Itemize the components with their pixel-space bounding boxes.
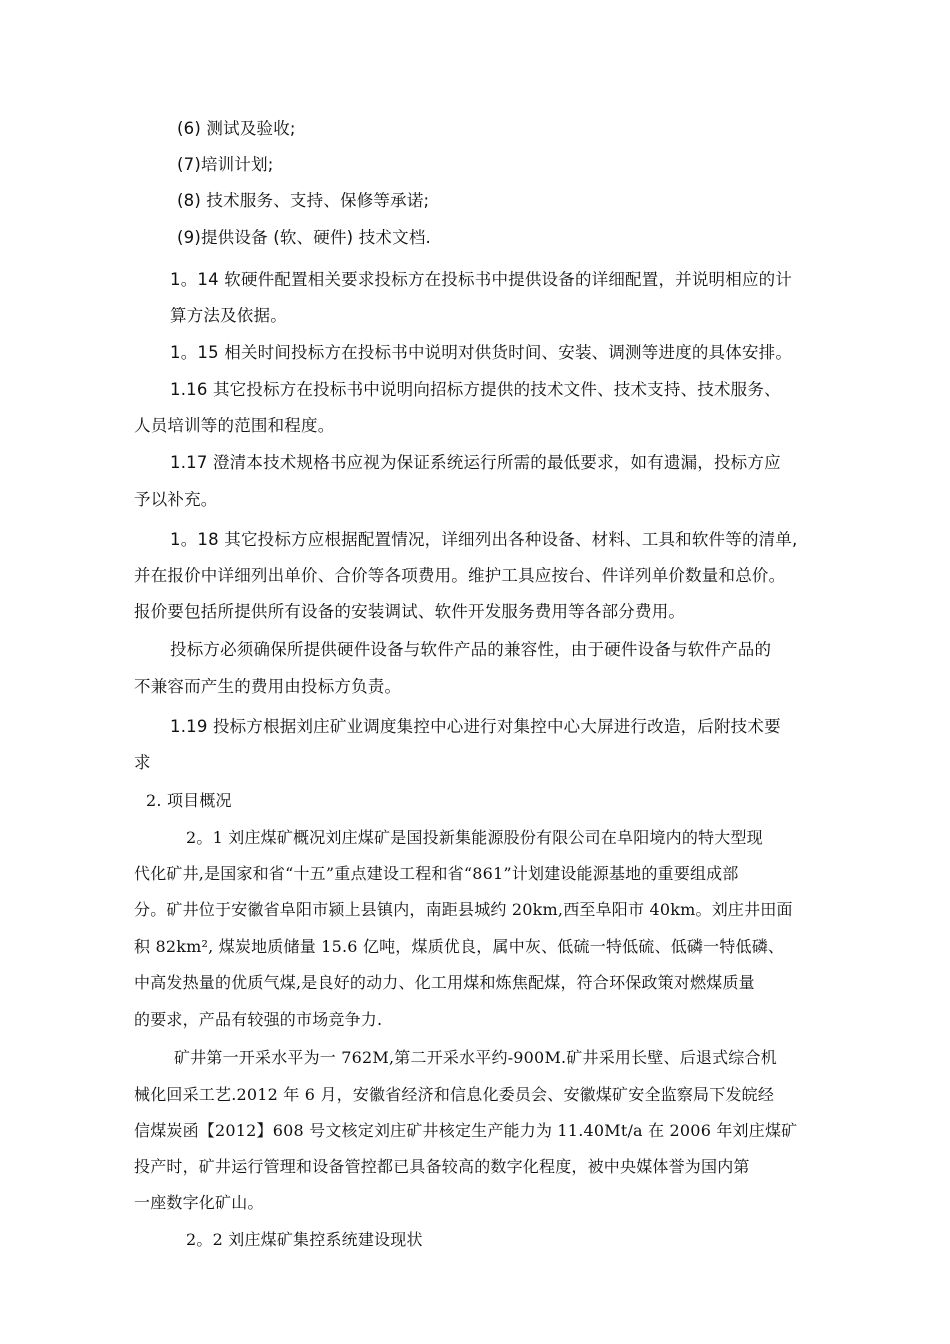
paragraph-1-17-line-1: 1.17 澄清本技术规格书应视为保证系统运行所需的最低要求，如有遗漏，投标方应	[170, 453, 781, 472]
paragraph-2-1-line-6: 的要求，产品有较强的市场竞争力.	[134, 1010, 383, 1029]
paragraph-2-1-line-3: 分。矿井位于安徽省阜阳市颍上县镇内，南距县城约 20km,西至阜阳市 40km。刘庄井田面	[134, 900, 793, 919]
list-item-9: (9)提供设备 (软、硬件) 技术文档.	[177, 228, 431, 247]
paragraph-1-18-line-2: 并在报价中详细列出单价、合价等各项费用。维护工具应按台、件详列单价数量和总价。	[134, 566, 786, 585]
list-item-6: (6) 测试及验收;	[177, 119, 296, 138]
paragraph-mine-line-4: 投产时，矿井运行管理和设备管控都已具备较高的数字化程度，被中央媒体誉为国内第	[134, 1157, 750, 1176]
paragraph-1-19-line-1: 1.19 投标方根据刘庄矿业调度集控中心进行对集控中心大屏进行改造，后附技术要	[170, 717, 781, 736]
list-item-8: (8) 技术服务、支持、保修等承诺;	[177, 191, 430, 210]
paragraph-mine-line-1: 矿井第一开采水平为一 762M,第二开采水平约-900M.矿井采用长壁、后退式综合机	[174, 1048, 777, 1067]
paragraph-compat-line-2: 不兼容而产生的费用由投标方负责。	[134, 677, 402, 696]
paragraph-2-1-line-5: 中高发热量的优质气煤,是良好的动力、化工用煤和炼焦配煤，符合环保政策对燃煤质量	[134, 973, 755, 992]
paragraph-2-1-line-4: 积 82km², 煤炭地质储量 15.6 亿吨，煤质优良，属中灰、低硫一特低硫、低磷一特低磷、	[134, 937, 785, 956]
paragraph-1-16-line-2: 人员培训等的范围和程度。	[134, 416, 335, 435]
section-heading-2-2: 2。2 刘庄煤矿集控系统建设现状	[186, 1230, 423, 1249]
paragraph-2-1-line-2: 代化矿井,是国家和省“十五”重点建设工程和省“861”计划建设能源基地的重要组成部	[134, 864, 739, 883]
paragraph-mine-line-2: 械化回采工艺.2012 年 6 月，安徽省经济和信息化委员会、安徽煤矿安全监察局下发皖经	[134, 1085, 775, 1104]
paragraph-mine-line-3: 信煤炭函【2012】608 号文核定刘庄矿井核定生产能力为 11.40Mt/a 在 2006 年刘庄煤矿	[134, 1121, 798, 1140]
paragraph-1-18-line-1: 1。18 其它投标方应根据配置情况，详细列出各种设备、材料、工具和软件等的清单,	[170, 530, 798, 549]
paragraph-1-17-line-2: 予以补充。	[134, 490, 218, 509]
paragraph-1-14-line-1: 1。14 软硬件配置相关要求投标方在投标书中提供设备的详细配置，并说明相应的计	[170, 270, 793, 289]
paragraph-compat-line-1: 投标方必须确保所提供硬件设备与软件产品的兼容性，由于硬件设备与软件产品的	[170, 640, 772, 659]
paragraph-mine-line-5: 一座数字化矿山。	[134, 1193, 264, 1212]
paragraph-2-1-line-1: 2。1 刘庄煤矿概况刘庄煤矿是国投新集能源股份有限公司在阜阳境内的特大型现	[186, 828, 763, 847]
list-item-7: (7)培训计划;	[177, 155, 274, 174]
paragraph-1-14-line-2: 算方法及依据。	[170, 306, 287, 325]
section-heading-2: 2. 项目概况	[146, 791, 232, 810]
paragraph-1-18-line-3: 报价要包括所提供所有设备的安装调试、软件开发服务费用等各部分费用。	[134, 602, 686, 621]
paragraph-1-15: 1。15 相关时间投标方在投标书中说明对供货时间、安装、调测等进度的具体安排。	[170, 343, 793, 362]
paragraph-1-16-line-1: 1.16 其它投标方在投标书中说明向招标方提供的技术文件、技术支持、技术服务、	[170, 380, 781, 399]
paragraph-1-19-line-2: 求	[134, 753, 151, 772]
